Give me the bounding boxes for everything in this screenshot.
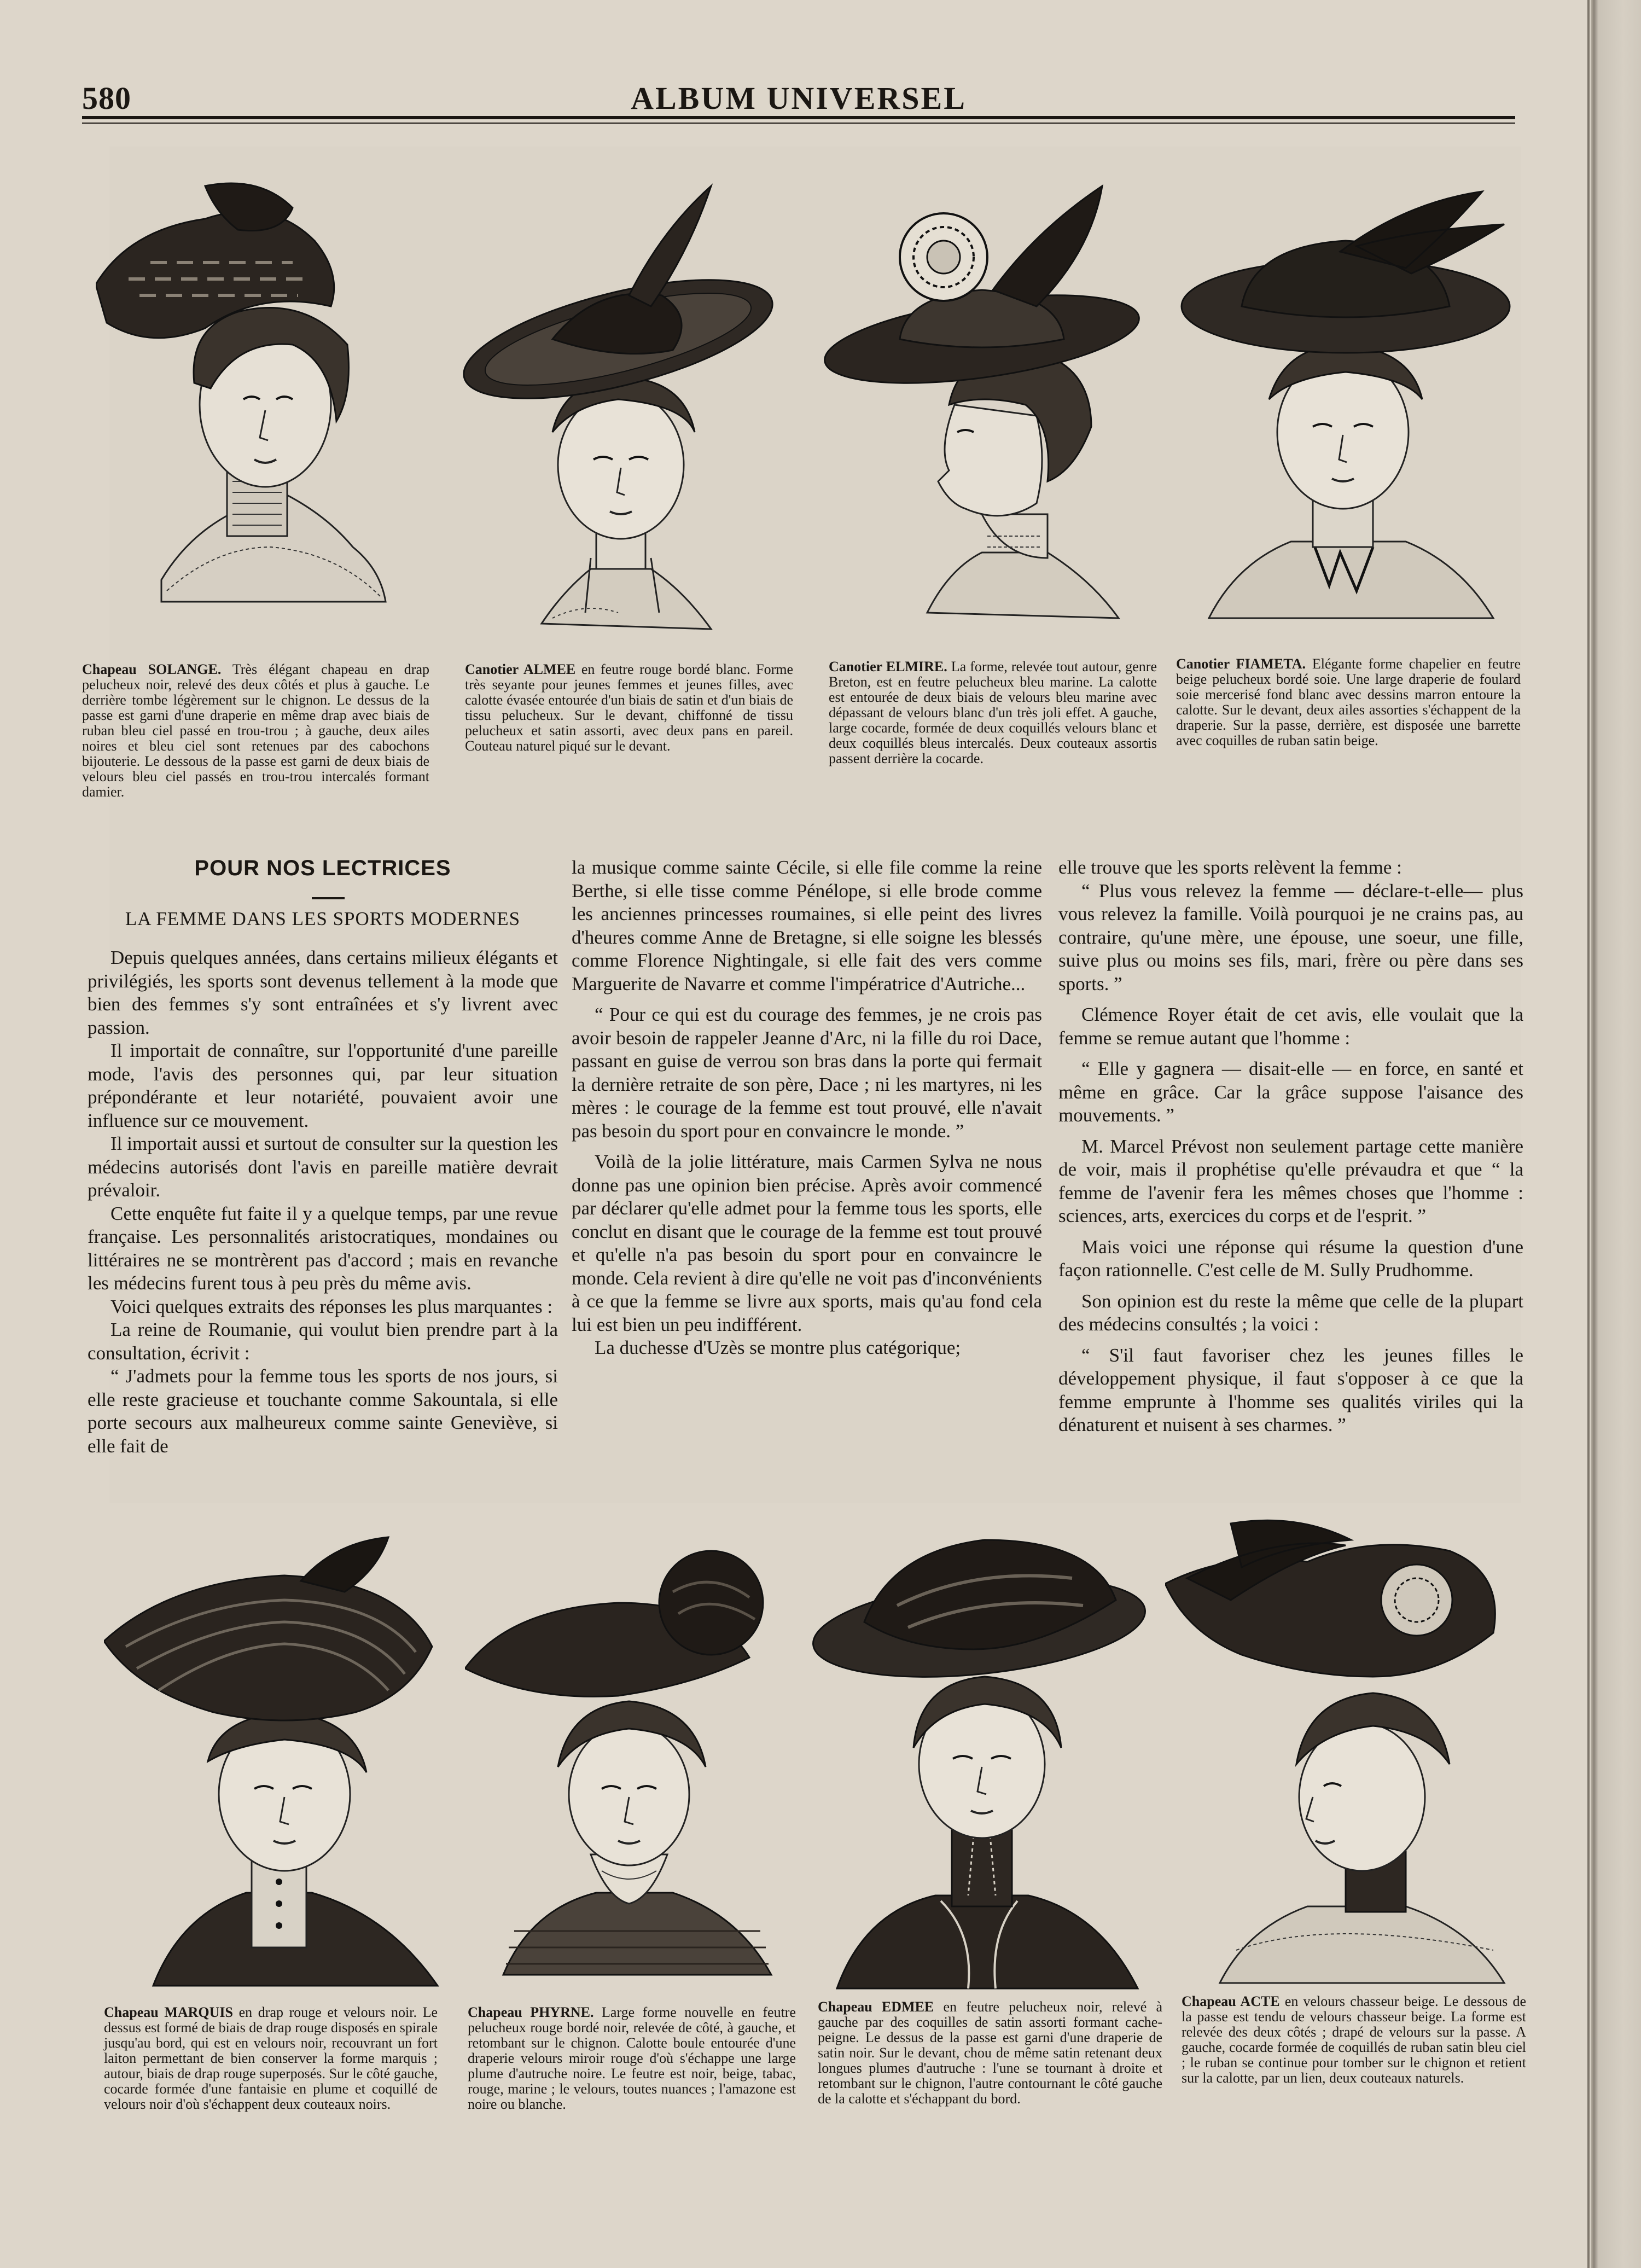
caption-acte-text: en velours chasseur beige. Le dessous de la passe est tendu de velours chasseur beige. La forme est relevée des deux côtés ; drapé de velours sur la passe. A gauche, cocarde formée de coquillés de ruban satin bleu ciel ; le ruban se continue pour tomber sur le chignon et retient sur la calotte, par un lien, deux couteaux naturels. <box>1182 1993 1526 2086</box>
paragraph: Son opinion est du reste la même que celle de la plupart des médecins consultés ; la voici : <box>1058 1290 1523 1335</box>
article-column-1 <box>88 946 558 1458</box>
paragraph: La duchesse d'Uzès se montre plus catégorique; <box>595 1337 961 1358</box>
caption-elmire <box>829 659 1157 766</box>
caption-edmee-text: en feutre pelucheux noir, relevé à gauche par des coquilles de satin assorti formant cache-peigne. Le dessus de la passe est garni d'une draperie de satin noir. Sur le devant, chou de même satin retenant deux longues plumes d'autruche : l'une se tournant à droite et retombant sur le chignon, l'autre contournant le côté gauche de la calotte et s'échappant du bord. <box>818 1999 1163 2107</box>
paragraph: “ Plus vous relevez la femme — déclare-t-elle— plus vous relevez la famille. Voilà pourquoi je ne crains pas, au contraire, qu'une mère, une épouse, une soeur, une fille, suive plus ou moins ses fils, mari, frère ou père dans ses sports. ” <box>1058 880 1523 995</box>
article-title-rule <box>312 897 345 899</box>
paragraph: la musique comme sainte Cécile, si elle file comme la reine Berthe, si elle tisse comme Pénélope, si elle brode comme les anciennes princesses roumaines, si elle peint des livres d'heures comme Anne de Bretagne, si elle soigne les blessés comme Florence Nightingale, si elle fait des vers comme Marguerite de Navarre et comme l'impératrice d'Autriche... <box>572 857 1042 995</box>
illustration-phyrne-hat <box>465 1548 793 1980</box>
paragraph: Il importait aussi et surtout de consulter sur la question les médecins autorisés dont l'avis en pareille matière devrait prévaloir. <box>88 1133 558 1201</box>
paragraph: Il importait de connaître, sur l'opportunité d'une pareille mode, l'avis des personnes qui, par leur situation prépondérante et leur notariété, pouvaient avoir une influence sur ce mouvement. <box>88 1040 558 1131</box>
illustration-acte-hat <box>1165 1513 1521 1994</box>
caption-acte <box>1182 1994 1526 2086</box>
caption-edmee-name: Chapeau EDMEE <box>818 1999 934 2015</box>
masthead-title: ALBUM UNIVERSEL <box>631 80 967 116</box>
caption-elmire-name: Canotier ELMIRE. <box>829 659 947 674</box>
caption-phyrne-text: Large forme nouvelle en feutre pelucheux rouge bordé noir, relevée de côté, à gauche, et retombant sur le chignon. Calotte boule entourée d'une draperie velours miroir rouge d'où s'échappe une large plume d'autruche noire. Le feutre est noir, beige, tabac, rouge, marine ; le velours, toutes nuances ; l'amazone est noire ou blanche. <box>468 2004 796 2112</box>
paragraph: “ Elle y gagnera — disait-elle — en force, en santé et même en grâce. Car la grâce suppose l'aisance des mouvements. ” <box>1058 1058 1523 1126</box>
caption-edmee <box>818 1999 1162 2107</box>
illustration-solange-hat <box>96 164 446 635</box>
paragraph: “ S'il faut favoriser chez les jeunes filles le développement physique, il faut s'opposer à ce que la femme emprunte à l'homme ses qualités viriles qui la dénaturent et nuisent à ses charmes. ” <box>1058 1344 1523 1435</box>
caption-almee <box>465 662 793 754</box>
paragraph: Voilà de la jolie littérature, mais Carmen Sylva ne nous donne pas une opinion bien précise. Après avoir commencé par déclarer qu'elle admet pour la femme tous les sports, elle conclut en disant que le courage de la femme est tout prouvé et qu'elle n'a pas besoin du sport pour en convaincre le monde. Cela revient à dire qu'elle ne voit pas d'inconvénients à ce que la femme se livre aux sports, mais qu'au fond cela lui est bien un peu indifférent. <box>572 1151 1042 1335</box>
article-column-3 <box>1058 856 1523 1437</box>
caption-elmire-text: La forme, relevée tout autour, genre Breton, est en feutre pelucheux bleu marine. La calotte est entourée de deux biais de velours bleu marine avec dépassant de velours blanc d'un très joli effet. A gauche, large cocarde, formée de deux coquillés velours blanc et deux coquillés bleus intercalés. Deux couteaux assortis passent derrière la cocarde. <box>829 659 1157 766</box>
caption-marquis-text: en drap rouge et velours noir. Le dessus est formé de biais de drap rouge disposés en spirale jusqu'au bord, qui est en velours noir, recouvrant un fort laiton permettant de bien conserver la forme marquis ; autour, biais de drap rouge superposés. Sur le côté gauche, cocarde formée d'une fantaisie en plume et coquillé de velours noir d'où s'échappent deux couteaux noirs. <box>104 2004 438 2112</box>
paragraph: “ J'admets pour la femme tous les sports de nos jours, si elle reste gracieuse et touchante comme Sakountala, si elle porte secours aux malheureux comme sainte Geneviève, si elle fait de <box>88 1365 558 1457</box>
illustration-marquis-hat <box>104 1532 443 1991</box>
paragraph: Voici quelques extraits des réponses les plus marquantes : <box>110 1295 553 1317</box>
article-subtitle: LA FEMME DANS LES SPORTS MODERNES <box>125 908 521 929</box>
caption-solange-name: Chapeau SOLANGE. <box>82 661 222 677</box>
caption-fiameta-name: Canotier FIAMETA. <box>1176 656 1306 672</box>
paragraph: Mais voici une réponse qui résume la question d'une façon rationnelle. C'est celle de M. Sully Prudhomme. <box>1058 1236 1523 1281</box>
article-column-2 <box>572 856 1042 1360</box>
header-rule <box>82 116 1515 119</box>
book-gutter <box>1591 0 1641 2268</box>
paragraph: M. Marcel Prévost non seulement partage cette manière de voir, mais il prophétise qu'elle prévaudra et que “ la femme de l'avenir fera les mêmes choses que l'homme : sciences, arts, exercices du corps et de l'esprit. ” <box>1058 1135 1523 1226</box>
illustration-edmee-hat <box>810 1518 1149 1999</box>
article-title: POUR NOS LECTRICES <box>194 856 451 880</box>
page-number: 580 <box>82 80 131 116</box>
caption-solange-text: Très élégant chapeau en drap pelucheux noir, relevé des deux côtés et plus à gauche. Le derrière tombe légèrement sur le chignon. Le dessus de la passe est garni d'une draperie en même drap avec biais de ruban bleu ciel passé en trou-trou ; à gauche, deux ailes noires et bleu ciel sont retenues par des cabochons bijouterie. Le dessous de la passe est garni de deux biais de velours bleu ciel passés en trou-trou intercalés formant damier. <box>82 661 430 800</box>
paragraph: Cette enquête fut faite il y a quelque temps, par une revue française. Les personnalités aristocratiques, mondaines ou littéraires ne se montrèrent pas d'accord ; mais en revanche les médecins furent tous à peu près du même avis. <box>88 1202 558 1294</box>
caption-almee-name: Canotier ALMEE <box>465 661 576 677</box>
paragraph: Depuis quelques années, dans certains milieux élégants et privilégiés, les sports sont devenus tellement à la mode que bien des femmes s'y sont entraînées et s'y livrent avec passion. <box>88 947 558 1038</box>
header-rule-thin <box>82 123 1515 124</box>
paragraph: elle trouve que les sports relèvent la femme : <box>1058 857 1402 878</box>
paragraph: La reine de Roumanie, qui voulut bien prendre part à la consultation, écrivit : <box>88 1319 558 1364</box>
page-header <box>82 77 1515 120</box>
caption-phyrne-name: Chapeau PHYRNE. <box>468 2004 594 2020</box>
caption-almee-text: en feutre rouge bordé blanc. Forme très seyante pour jeunes femmes et jeunes filles, avec calotte évasée entourée d'un biais de satin et d'un biais de tissu pelucheux. Sur le devant, chiffonné de tissu pelucheux et satin assorti, avec deux pans en pareil. Couteau naturel piqué sur le devant. <box>465 661 794 754</box>
caption-fiameta <box>1176 656 1521 748</box>
page-edge <box>1587 0 1590 2268</box>
caption-marquis-name: Chapeau MARQUIS <box>104 2004 233 2020</box>
paragraph: “ Pour ce qui est du courage des femmes, je ne crois pas avoir besoin de rappeler Jeanne d'Arc, ni la fille du roi Dace, passant en guise de verrou son bras dans la porte qui fermait la dernière retraite de son père, Dace ; ni les martyres, ni les mères : le courage de la femme est tout prouvé, elle n'avait pas besoin du sport pour en convaincre le monde. ” <box>572 1004 1042 1142</box>
illustration-elmire-hat <box>818 175 1151 645</box>
caption-fiameta-text: Elégante forme chapelier en feutre beige pelucheux bordé soie. Une large draperie de foulard soie mercerisé fond blanc avec dessins marron entoure la calotte. Sur le devant, deux ailes assorties s'échappent de la draperie. Sur la passe, derrière, est disposée une barrette avec coquilles de ruban satin beige. <box>1176 656 1521 748</box>
illustration-almee-hat <box>454 175 793 656</box>
caption-solange <box>82 662 429 800</box>
caption-acte-name: Chapeau ACTE <box>1182 1993 1280 2009</box>
illustration-fiameta-hat <box>1176 170 1515 635</box>
caption-marquis <box>104 2005 438 2112</box>
caption-phyrne <box>468 2005 796 2112</box>
paragraph: Clémence Royer était de cet avis, elle voulait que la femme se remue autant que l'homme : <box>1058 1004 1523 1049</box>
